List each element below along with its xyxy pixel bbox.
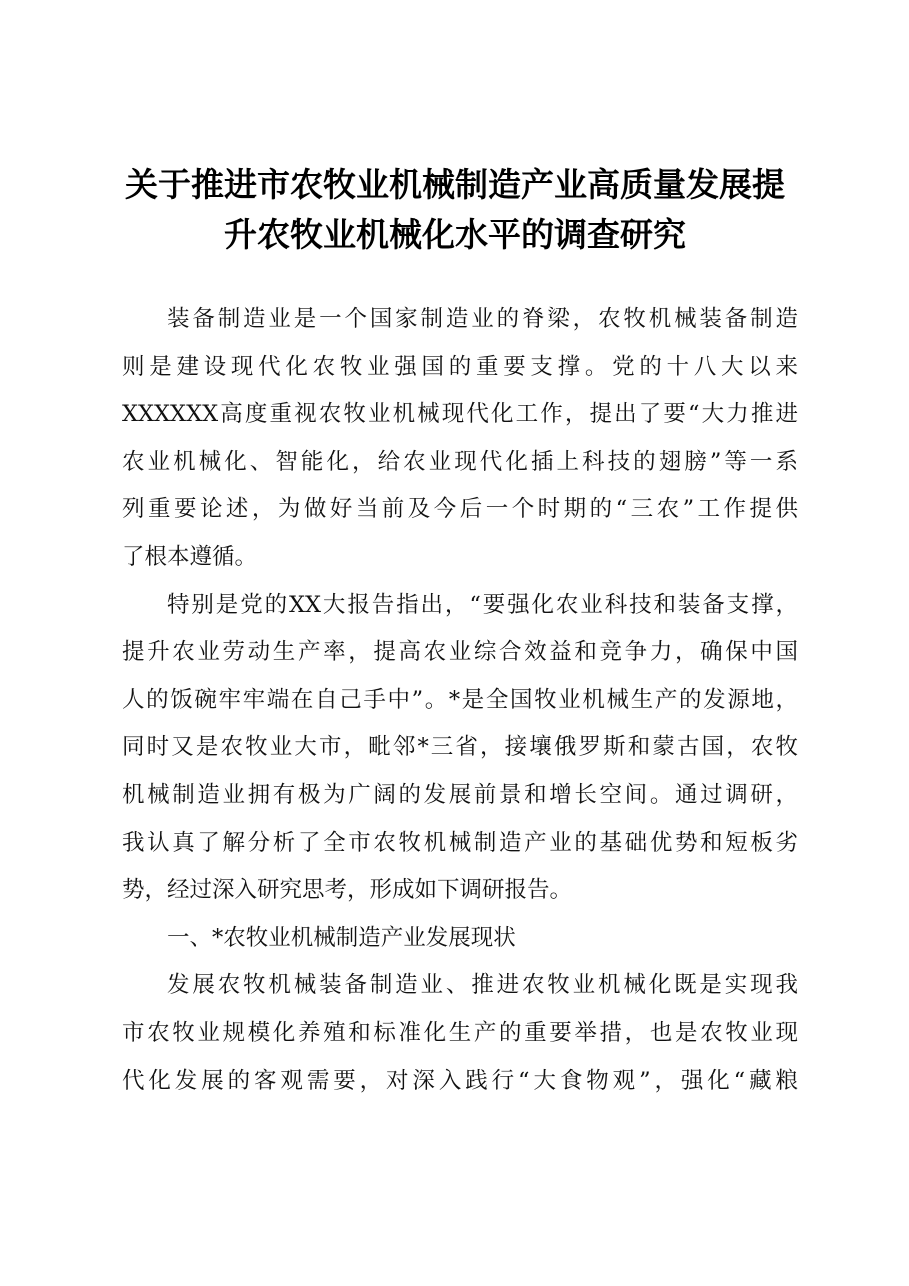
paragraph-2-line: 机械制造业拥有极为广阔的发展前景和增长空间。通过调研， <box>122 781 798 808</box>
paragraph-3-line: 市农牧业规模化养殖和标准化生产的重要举措，也是农牧业现 <box>122 1019 798 1046</box>
paragraph-1-line: 装备制造业是一个国家制造业的脊梁，农牧机械装备制造 <box>167 306 798 332</box>
paragraph-1-line: 则是建设现代化农牧业强国的重要支撑。党的十八大以来 <box>122 353 798 380</box>
paragraph-1-line: XXXXXX高度重视农牧业机械现代化工作，提出了要“大力推进 <box>122 401 798 428</box>
section-heading: 一、*农牧业机械制造产业发展现状 <box>167 924 516 951</box>
paragraph-2-line: 势，经过深入研究思考，形成如下调研报告。 <box>122 877 573 904</box>
paragraph-1-line: 列重要论述，为做好当前及今后一个时期的“三农”工作提供 <box>122 496 798 523</box>
paragraph-3-line: 代化发展的客观需要，对深入践行“大食物观”，强化“藏粮 <box>122 1067 798 1094</box>
paragraph-2-line: 提升农业劳动生产率，提高农业综合效益和竞争力，确保中国 <box>122 639 798 666</box>
paragraph-2-line: 特别是党的XX大报告指出，“要强化农业科技和装备支撑， <box>167 591 798 618</box>
paragraph-2-line: 我认真了解分析了全市农牧机械制造产业的基础优势和短板劣 <box>122 829 798 856</box>
paragraph-2-line: 同时又是农牧业大市，毗邻*三省，接壤俄罗斯和蒙古国，农牧 <box>122 734 798 761</box>
title-line: 关于推进市农牧业机械制造产业高质量发展提 <box>125 165 785 204</box>
document-body <box>122 296 798 1105</box>
title-line: 升农牧业机械化水平的调查研究 <box>224 215 686 254</box>
paragraph-3-line: 发展农牧机械装备制造业、推进农牧业机械化既是实现我 <box>167 972 798 999</box>
paragraph-1-line: 了根本遵循。 <box>122 543 258 570</box>
paragraph-1-line: 农业机械化、智能化，给农业现代化插上科技的翅膀”等一系 <box>122 448 798 475</box>
document-title <box>110 160 800 260</box>
paragraph-2-line: 人的饭碗牢牢端在自己手中”。*是全国牧业机械生产的发源地， <box>122 686 798 713</box>
